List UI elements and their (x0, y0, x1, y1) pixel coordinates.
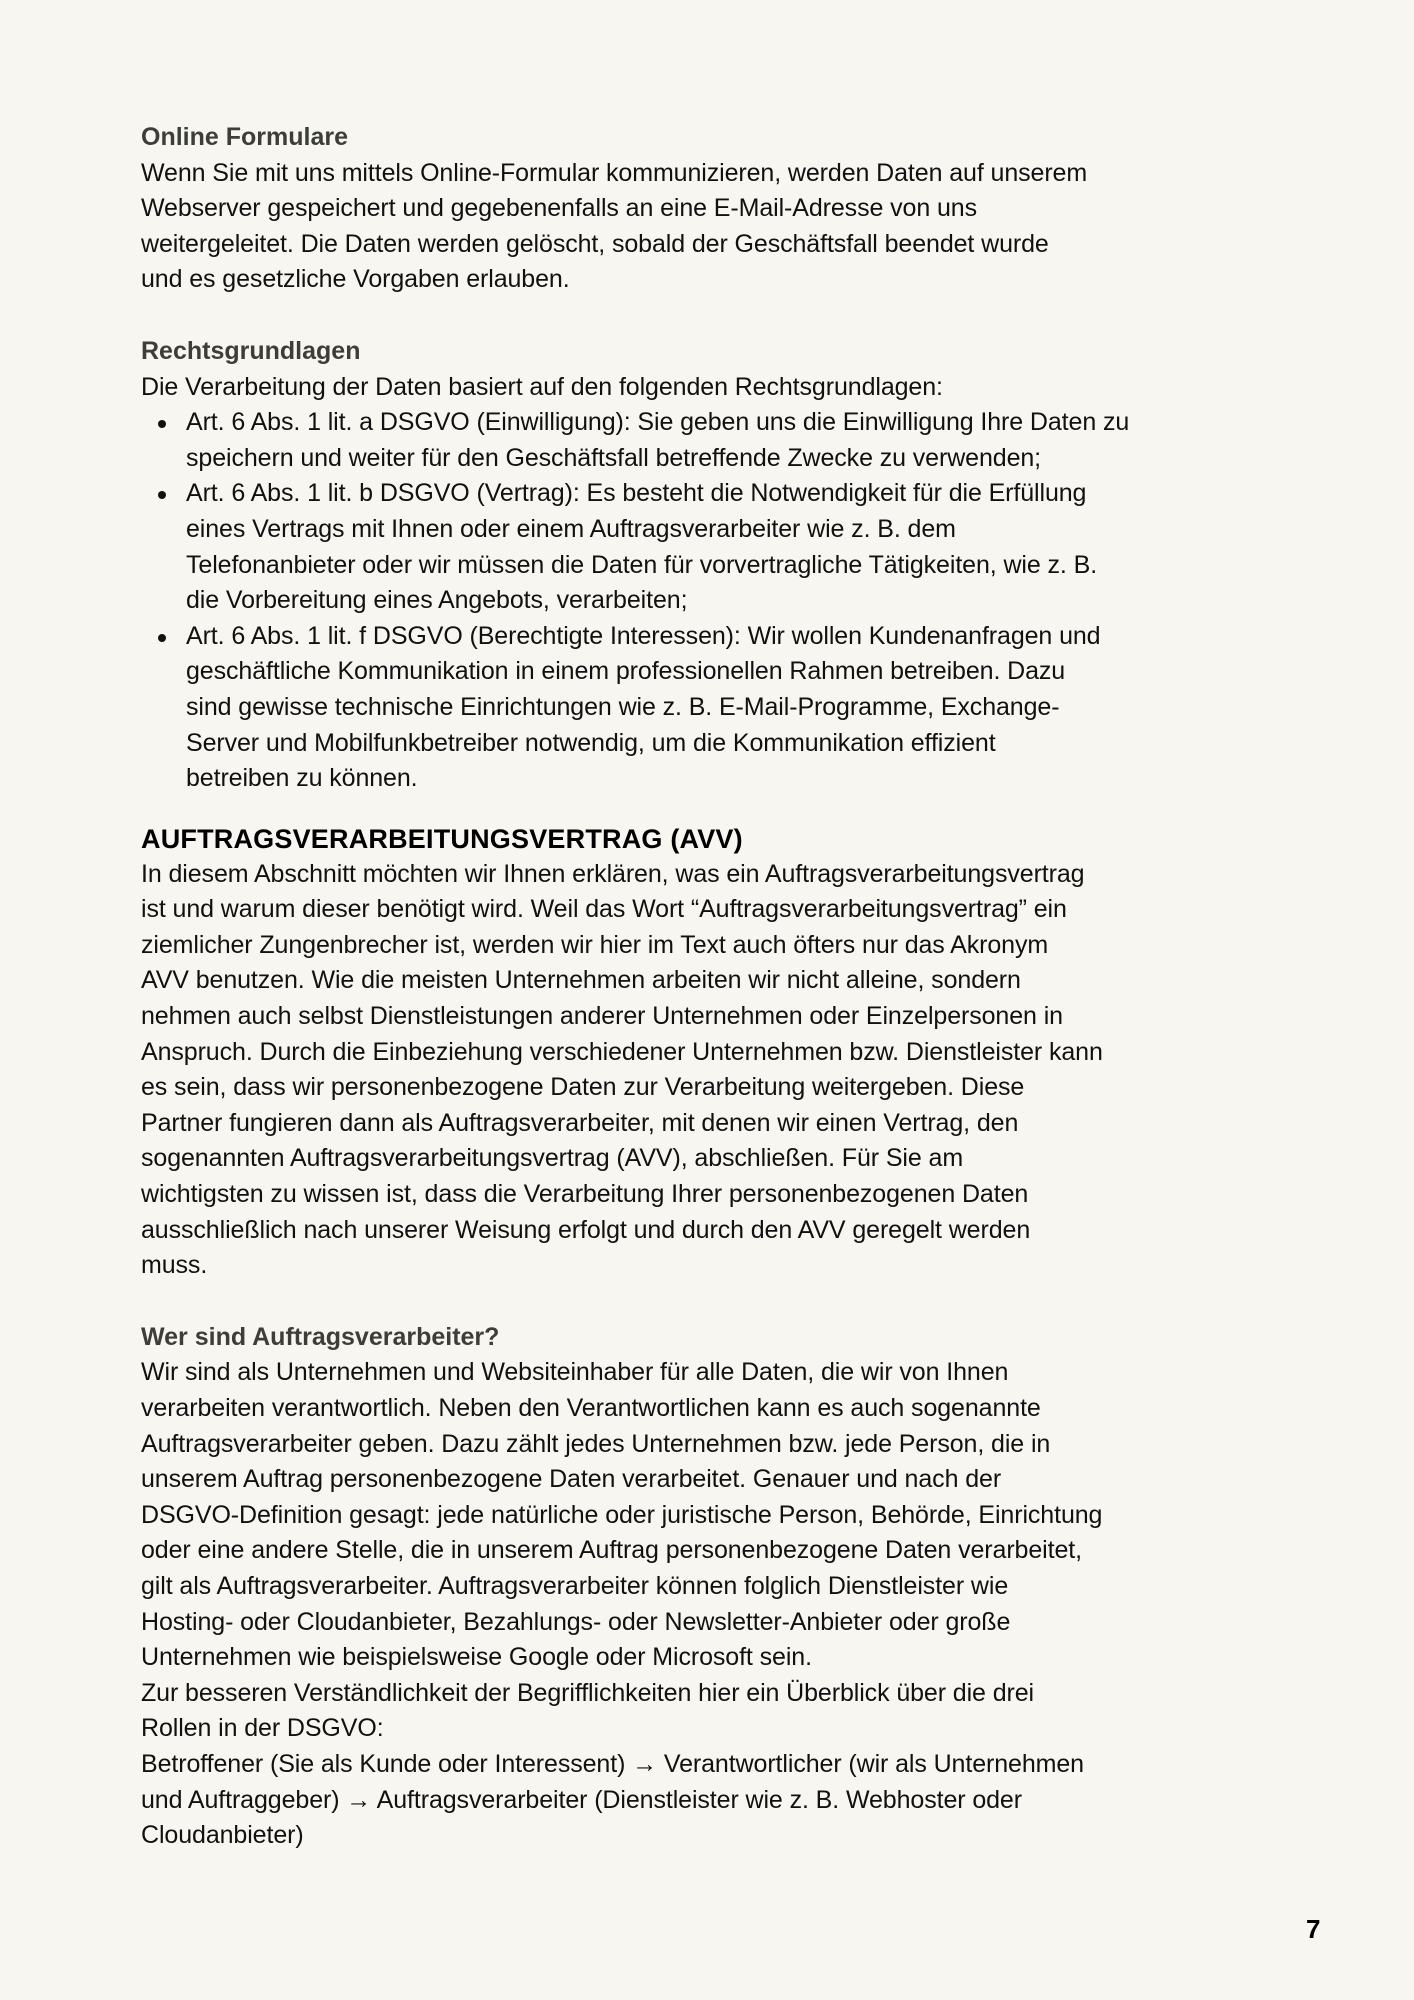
section-rechtsgrundlagen (141, 334, 1281, 797)
spacer (141, 298, 1281, 334)
paragraph-line: Webserver gespeichert und gegebenenfalls an eine E-Mail-Adresse von uns (141, 194, 977, 223)
legal-basis-list (141, 405, 1281, 797)
list-item (141, 619, 1281, 797)
paragraph-line: DSGVO-Definition gesagt: jede natürliche oder juristische Person, Behörde, Einrichtung (141, 1500, 1103, 1529)
page-number: 7 (1306, 1914, 1321, 1944)
paragraph-line: Rollen in der DSGVO: (141, 1714, 384, 1743)
paragraph-line: AVV benutzen. Wie die meisten Unternehmen arbeiten wir nicht alleine, sondern (141, 966, 1021, 995)
list-item (141, 476, 1281, 618)
paragraph-line: Unternehmen wie beispielsweise Google oder Microsoft sein. (141, 1643, 812, 1672)
paragraph-line: wichtigsten zu wissen ist, dass die Verarbeitung Ihrer personenbezogenen Daten (141, 1180, 1029, 1209)
paragraph-line: Hosting- oder Cloudanbieter, Bezahlungs- oder Newsletter-Anbieter oder große (141, 1607, 1011, 1636)
paragraph-line: Wir sind als Unternehmen und Websiteinhaber für alle Daten, die wir von Ihnen (141, 1358, 1009, 1387)
list-item-line: Server und Mobilfunkbetreiber notwendig, um die Kommunikation effizient (186, 728, 996, 757)
main-heading: AUFTRAGSVERARBEITUNGSVERTRAG (AVV) (141, 823, 743, 854)
paragraph-line: nehmen auch selbst Dienstleistungen anderer Unternehmen oder Einzelpersonen in (141, 1002, 1063, 1031)
paragraph-line: muss. (141, 1251, 208, 1280)
paragraph-line: ist und warum dieser benötigt wird. Weil das Wort “Auftragsverarbeitungsvertrag” ein (141, 895, 1067, 924)
bullet-icon (158, 491, 166, 499)
paragraph-line: oder eine andere Stelle, die in unserem Auftrag personenbezogene Daten verarbeitet, (141, 1536, 1082, 1565)
bullet-icon (158, 634, 166, 642)
list-item-line: sind gewisse technische Einrichtungen wie z. B. E-Mail-Programme, Exchange- (186, 692, 1060, 721)
paragraph-line: Wenn Sie mit uns mittels Online-Formular kommunizieren, werden Daten auf unserem (141, 158, 1088, 187)
list-item-line: geschäftliche Kommunikation in einem professionellen Rahmen betreiben. Dazu (186, 657, 1066, 686)
paragraph-line: unserem Auftrag personenbezogene Daten verarbeitet. Genauer und nach der (141, 1465, 1002, 1494)
spacer (141, 797, 1281, 821)
paragraph-line: verarbeiten verantwortlich. Neben den Verantwortlichen kann es auch sogenannte (141, 1394, 1041, 1422)
list-item-line: Telefonanbieter oder wir müssen die Daten für vorvertragliche Tätigkeiten, wie z. B. (186, 550, 1098, 579)
paragraph-line: Anspruch. Durch die Einbeziehung verschiedener Unternehmen bzw. Dienstleister kann (141, 1037, 1103, 1066)
list-item-line: die Vorbereitung eines Angebots, verarbeiten; (186, 586, 688, 615)
section-wer-sind-auftragsverarbeiter (141, 1320, 1281, 1854)
list-item (141, 405, 1281, 476)
paragraph-line: sogenannten Auftragsverarbeitungsvertrag (AVV), abschließen. Für Sie am (141, 1144, 964, 1173)
list-item-line: speichern und weiter für den Geschäftsfall betreffende Zwecke zu verwenden; (186, 443, 1042, 472)
list-item-line: Art. 6 Abs. 1 lit. a DSGVO (Einwilligung): Sie geben uns die Einwilligung Ihre Daten zu (186, 408, 1130, 437)
paragraph-line: gilt als Auftragsverarbeiter. Auftragsverarbeiter können folglich Dienstleister wie (141, 1571, 1009, 1600)
paragraph-line: und Auftraggeber) → Auftragsverarbeiter (Dienstleister wie z. B. Webhoster oder (141, 1785, 1022, 1814)
paragraph-line: Auftragsverarbeiter geben. Dazu zählt jedes Unternehmen bzw. jede Person, die in (141, 1429, 1051, 1458)
paragraph-line: Zur besseren Verständlichkeit der Begrifflichkeiten hier ein Überblick über die drei (141, 1678, 1034, 1707)
paragraph-line: Betroffener (Sie als Kunde oder Interessent) → Verantwortlicher (wir als Unternehmen (141, 1749, 1084, 1778)
paragraph-line: weitergeleitet. Die Daten werden gelöscht, sobald der Geschäftsfall beendet wurde (141, 229, 1049, 258)
paragraph-line: und es gesetzliche Vorgaben erlauben. (141, 265, 570, 294)
section-online-formulare (141, 120, 1281, 298)
list-item-line: eines Vertrags mit Ihnen oder einem Auftragsverarbeiter wie z. B. dem (186, 514, 956, 543)
paragraph-line: Partner fungieren dann als Auftragsverarbeiter, mit denen wir einen Vertrag, den (141, 1108, 1019, 1137)
paragraph-line: ausschließlich nach unserer Weisung erfolgt und durch den AVV geregelt werden (141, 1215, 1031, 1244)
paragraph-line: ziemlicher Zungenbrecher ist, werden wir hier im Text auch öfters nur das Akronym (141, 930, 1049, 959)
paragraph-line: Die Verarbeitung der Daten basiert auf den folgenden Rechtsgrundlagen: (141, 372, 943, 401)
bullet-icon (158, 420, 166, 428)
document-page (141, 120, 1281, 1854)
section-avv (141, 821, 1281, 1284)
paragraph-line: es sein, dass wir personenbezogene Daten zur Verarbeitung weitergeben. Diese (141, 1073, 1025, 1102)
list-item-line: Art. 6 Abs. 1 lit. b DSGVO (Vertrag): Es besteht die Notwendigkeit für die Erfüllung (186, 479, 1087, 508)
paragraph-line: In diesem Abschnitt möchten wir Ihnen erklären, was ein Auftragsverarbeitungsvertrag (141, 859, 1085, 888)
list-item-line: Art. 6 Abs. 1 lit. f DSGVO (Berechtigte Interessen): Wir wollen Kundenanfragen und (186, 621, 1101, 650)
spacer (141, 1284, 1281, 1320)
section-heading: Wer sind Auftragsverarbeiter? (141, 1322, 500, 1351)
section-heading: Online Formulare (141, 123, 348, 151)
paragraph-line: Cloudanbieter) (141, 1821, 304, 1850)
section-heading: Rechtsgrundlagen (141, 336, 361, 365)
list-item-line: betreiben zu können. (186, 764, 418, 793)
